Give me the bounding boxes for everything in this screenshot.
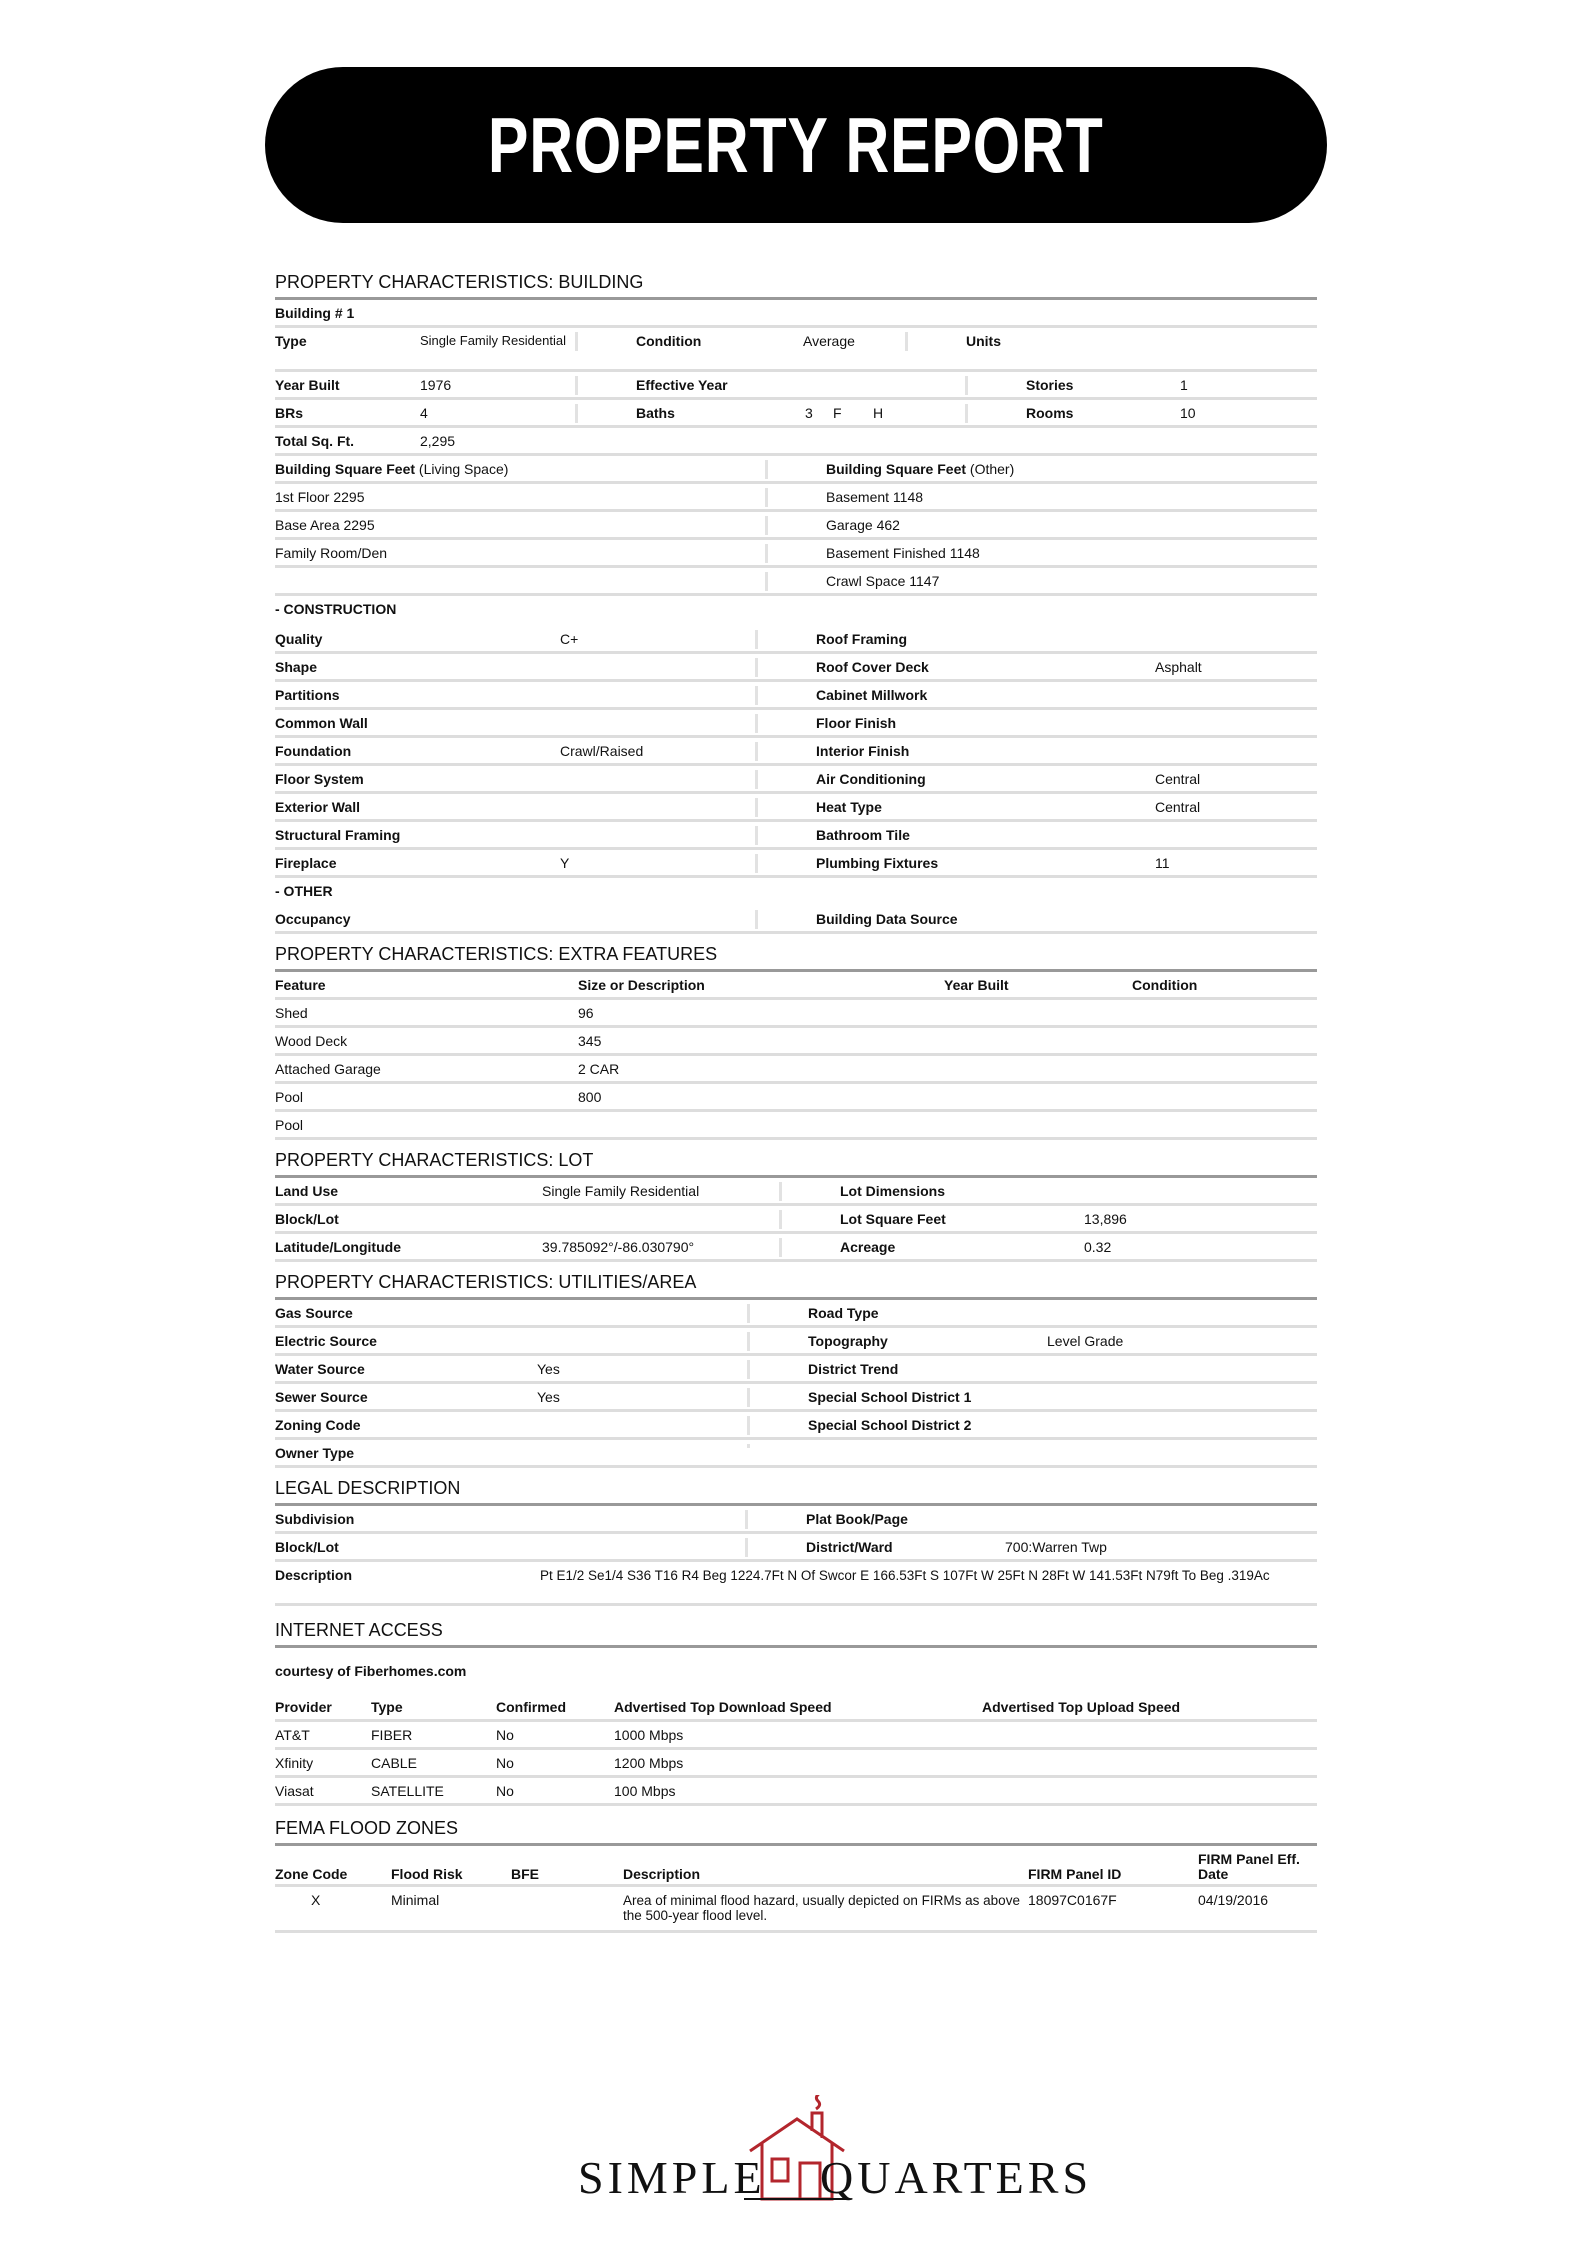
upload-cell <box>982 1754 1315 1758</box>
utility-row <box>275 1300 1317 1328</box>
zone-code-header: Zone Code <box>275 1866 348 1882</box>
lot-value <box>542 1210 779 1214</box>
construction-label: Common Wall <box>275 715 368 731</box>
type-label: Type <box>275 333 307 349</box>
extra-feature-row <box>275 1056 1317 1084</box>
feature-cell: Shed <box>275 1005 308 1021</box>
feature-cell: Wood Deck <box>275 1033 348 1049</box>
utility-row <box>275 1412 1317 1440</box>
utility-value <box>537 1332 747 1336</box>
type-cell: CABLE <box>371 1755 417 1771</box>
type-header: Type <box>371 1699 403 1715</box>
utility-value <box>1047 1388 1315 1392</box>
construction-value <box>1155 714 1315 718</box>
lot-row <box>275 1206 1317 1234</box>
condition-cell <box>1132 1060 1312 1064</box>
section-title-utilities: PROPERTY CHARACTERISTICS: UTILITIES/AREA <box>275 1272 1317 1300</box>
section-title-extra-features: PROPERTY CHARACTERISTICS: EXTRA FEATURES <box>275 944 1317 972</box>
extra-feature-row <box>275 1000 1317 1028</box>
utility-value <box>537 1416 747 1420</box>
sqft-row <box>275 568 1317 596</box>
upload-header: Advertised Top Upload Speed <box>982 1699 1181 1715</box>
extra-feature-row <box>275 1028 1317 1056</box>
other-space-label: Building Square Feet <box>826 461 967 477</box>
logo-text-left: SIMPLE <box>578 2152 766 2203</box>
construction-value <box>560 686 755 690</box>
utilities-table <box>275 1300 1317 1468</box>
provider-cell: Viasat <box>275 1783 314 1799</box>
year-built-label: Year Built <box>275 377 340 393</box>
brs-label: BRs <box>275 405 304 421</box>
construction-value <box>1155 826 1315 830</box>
other-item: Crawl Space 1147 <box>765 572 1315 591</box>
flood-risk-header: Flood Risk <box>391 1866 463 1882</box>
utility-value <box>537 1304 747 1308</box>
zone-code: X <box>311 1892 321 1908</box>
construction-row <box>275 682 1317 710</box>
provider-header: Provider <box>275 1699 332 1715</box>
type-cell: FIBER <box>371 1727 413 1743</box>
size-cell: 345 <box>578 1033 602 1049</box>
construction-row <box>275 766 1317 794</box>
lot-value: 0.32 <box>1084 1239 1112 1255</box>
construction-value: Central <box>1155 799 1201 815</box>
sqft-header-row <box>275 456 1317 484</box>
construction-value <box>560 798 755 802</box>
feature-cell: Pool <box>275 1089 304 1105</box>
construction-row <box>275 794 1317 822</box>
other-space-header <box>765 460 1315 479</box>
construction-row <box>275 822 1317 850</box>
utility-label: Owner Type <box>275 1445 355 1461</box>
legal-description-value: Pt E1/2 Se1/4 S36 T16 R4 Beg 1224.7Ft N Of Swcor E 166.53Ft S 107Ft W 25Ft N 28Ft W 141.53Ft N79ft To Beg .319Ac <box>540 1568 1270 1583</box>
baths-value: 3 <box>805 405 813 421</box>
fema-description-header: Description <box>623 1866 701 1882</box>
district-row <box>275 1534 1317 1562</box>
other-item: Basement 1148 <box>765 488 1315 507</box>
condition-cell <box>1132 1116 1312 1120</box>
baths-label: Baths <box>575 404 805 423</box>
type-value: Single Family Residential <box>420 333 566 348</box>
description-row <box>275 1562 1317 1606</box>
subdivision-label: Subdivision <box>275 1511 355 1527</box>
lot-row <box>275 1178 1317 1206</box>
total-sqft-row <box>275 428 1317 456</box>
construction-row <box>275 850 1317 878</box>
year-built-header: Year Built <box>944 977 1009 993</box>
year-built-cell <box>944 1088 1132 1092</box>
bfe <box>511 1891 623 1895</box>
section-title-internet: INTERNET ACCESS <box>275 1620 1317 1648</box>
sqft-row <box>275 512 1317 540</box>
building-number-row <box>275 300 1317 328</box>
construction-label: Air Conditioning <box>755 770 1155 789</box>
year-built-cell <box>944 1032 1132 1036</box>
firm-panel-id-header: FIRM Panel ID <box>1028 1866 1122 1882</box>
utility-label: District Trend <box>747 1360 1047 1379</box>
lot-label: Land Use <box>275 1183 339 1199</box>
construction-value <box>560 714 755 718</box>
district-label: District/Ward <box>745 1538 1005 1557</box>
utility-row <box>275 1440 1317 1468</box>
lot-table <box>275 1178 1317 1262</box>
extra-features-table <box>275 1000 1317 1140</box>
utility-label <box>747 1444 1047 1448</box>
living-item: Family Room/Den <box>275 545 388 561</box>
total-sqft-label: Total Sq. Ft. <box>275 433 355 449</box>
rooms-label: Rooms <box>965 404 1180 423</box>
construction-value <box>1155 630 1315 634</box>
building-data-source-label: Building Data Source <box>755 910 1315 929</box>
stories-value: 1 <box>1180 377 1188 393</box>
section-title-building: PROPERTY CHARACTERISTICS: BUILDING <box>275 272 1317 300</box>
size-cell: 96 <box>578 1005 594 1021</box>
year-built-row <box>275 372 1317 400</box>
fema-row <box>275 1887 1317 1933</box>
utility-value: Level Grade <box>1047 1333 1124 1349</box>
subdivision-row <box>275 1506 1317 1534</box>
living-item: 1st Floor 2295 <box>275 489 365 505</box>
confirmed-cell: No <box>496 1755 514 1771</box>
flood-risk: Minimal <box>391 1892 440 1908</box>
construction-label: Fireplace <box>275 855 337 871</box>
construction-label: Roof Cover Deck <box>755 658 1155 677</box>
extra-feature-row <box>275 1084 1317 1112</box>
construction-value <box>560 826 755 830</box>
construction-label: Cabinet Millwork <box>755 686 1155 705</box>
construction-row <box>275 738 1317 766</box>
construction-label: Exterior Wall <box>275 799 361 815</box>
confirmed-header: Confirmed <box>496 1699 566 1715</box>
construction-value: Central <box>1155 771 1201 787</box>
condition-cell <box>1132 1032 1312 1036</box>
construction-label: Partitions <box>275 687 340 703</box>
construction-label: Floor Finish <box>755 714 1155 733</box>
construction-label: Foundation <box>275 743 352 759</box>
utility-value <box>537 1444 747 1448</box>
legal-description-label: Description <box>275 1567 353 1583</box>
other-title-row <box>275 878 1317 906</box>
construction-label: Heat Type <box>755 798 1155 817</box>
feature-header: Feature <box>275 977 326 993</box>
legal-blocklot-label: Block/Lot <box>275 1539 339 1555</box>
sqft-row <box>275 540 1317 568</box>
construction-value: Crawl/Raised <box>560 743 644 759</box>
internet-row <box>275 1778 1317 1806</box>
lot-row <box>275 1234 1317 1262</box>
provider-cell: AT&T <box>275 1727 310 1743</box>
year-built-cell <box>944 1004 1132 1008</box>
bfe-header: BFE <box>511 1866 539 1882</box>
construction-title: - CONSTRUCTION <box>275 601 397 617</box>
lot-value <box>1084 1182 1314 1186</box>
section-title-fema: FEMA FLOOD ZONES <box>275 1818 1317 1846</box>
feature-cell: Pool <box>275 1117 304 1133</box>
provider-cell: Xfinity <box>275 1755 314 1771</box>
type-cell: SATELLITE <box>371 1783 444 1799</box>
utility-label: Special School District 1 <box>747 1388 1047 1407</box>
confirmed-cell: No <box>496 1783 514 1799</box>
utility-label: Road Type <box>747 1304 1047 1323</box>
other-item: Garage 462 <box>765 516 1315 535</box>
lot-label: Acreage <box>779 1238 1084 1257</box>
lot-value: Single Family Residential <box>542 1183 700 1199</box>
brs-value: 4 <box>420 405 428 421</box>
construction-value: 11 <box>1155 855 1170 871</box>
lot-label: Lot Dimensions <box>779 1182 1084 1201</box>
utility-row <box>275 1328 1317 1356</box>
other-title: - OTHER <box>275 883 333 899</box>
lot-label: Block/Lot <box>275 1211 339 1227</box>
construction-value <box>1155 742 1315 746</box>
fema-header-row <box>275 1846 1317 1887</box>
utility-row <box>275 1356 1317 1384</box>
size-cell <box>578 1116 944 1120</box>
firm-panel-id: 18097C0167F <box>1028 1892 1117 1908</box>
effective-year-label: Effective Year <box>575 376 965 395</box>
utility-row <box>275 1384 1317 1412</box>
baths-full-label: F <box>833 405 842 421</box>
property-report <box>275 270 1317 1933</box>
brs-row <box>275 400 1317 428</box>
condition-header: Condition <box>1132 977 1198 993</box>
download-cell: 100 Mbps <box>614 1783 676 1799</box>
lot-label: Lot Square Feet <box>779 1210 1084 1229</box>
living-item <box>275 572 765 576</box>
units-value <box>1095 332 1315 336</box>
construction-value: C+ <box>560 631 579 647</box>
rooms-value: 10 <box>1180 405 1196 421</box>
construction-label: Structural Framing <box>275 827 401 843</box>
report-title-banner <box>265 67 1327 223</box>
extra-header-row <box>275 972 1317 1000</box>
feature-cell: Attached Garage <box>275 1061 381 1077</box>
utility-label: Zoning Code <box>275 1417 361 1433</box>
utility-value: Yes <box>537 1361 560 1377</box>
internet-row <box>275 1722 1317 1750</box>
year-built-cell <box>944 1116 1132 1120</box>
upload-cell <box>982 1726 1315 1730</box>
download-cell: 1000 Mbps <box>614 1727 684 1743</box>
internet-header-row <box>275 1694 1317 1722</box>
lot-value: 13,896 <box>1084 1211 1127 1227</box>
plat-book-label: Plat Book/Page <box>745 1510 1315 1529</box>
other-item: Basement Finished 1148 <box>765 544 1315 563</box>
condition-value: Average <box>803 333 855 349</box>
simple-quarters-logo <box>578 2095 1093 2205</box>
other-space-sub: (Other) <box>969 461 1015 477</box>
construction-label: Shape <box>275 659 318 675</box>
construction-value <box>560 658 755 662</box>
construction-value <box>560 770 755 774</box>
construction-value <box>1155 686 1315 690</box>
construction-row <box>275 626 1317 654</box>
construction-label: Quality <box>275 631 323 647</box>
utility-value <box>1047 1360 1315 1364</box>
living-space-sub: (Living Space) <box>418 461 509 477</box>
utility-label: Electric Source <box>275 1333 377 1349</box>
construction-row <box>275 710 1317 738</box>
baths-half-label: H <box>873 405 884 421</box>
confirmed-cell: No <box>496 1727 514 1743</box>
living-item: Base Area 2295 <box>275 517 375 533</box>
utility-value <box>1047 1444 1315 1448</box>
utility-label: Sewer Source <box>275 1389 368 1405</box>
construction-label: Interior Finish <box>755 742 1155 761</box>
units-label: Units <box>905 332 1095 351</box>
construction-value: Asphalt <box>1155 659 1202 675</box>
building-type-row <box>275 328 1317 372</box>
logo-text-right: QUARTERS <box>820 2152 1093 2203</box>
internet-table <box>275 1722 1317 1806</box>
size-header: Size or Description <box>578 977 705 993</box>
utility-label: Water Source <box>275 1361 365 1377</box>
condition-cell <box>1132 1004 1312 1008</box>
occupancy-label: Occupancy <box>275 911 351 927</box>
utility-value <box>1047 1304 1315 1308</box>
extra-feature-row <box>275 1112 1317 1140</box>
section-title-lot: PROPERTY CHARACTERISTICS: LOT <box>275 1150 1317 1178</box>
construction-row <box>275 654 1317 682</box>
lot-label: Latitude/Longitude <box>275 1239 401 1255</box>
upload-cell <box>982 1782 1315 1786</box>
construction-value: Y <box>560 855 570 871</box>
utility-value: Yes <box>537 1389 560 1405</box>
construction-label: Roof Framing <box>755 630 1155 649</box>
download-header: Advertised Top Download Speed <box>614 1699 832 1715</box>
size-cell: 800 <box>578 1089 602 1105</box>
construction-label: Bathroom Tile <box>755 826 1155 845</box>
year-built-value: 1976 <box>420 377 452 393</box>
firm-panel-date-header: FIRM Panel Eff. Date <box>1198 1851 1300 1882</box>
size-cell: 2 CAR <box>578 1061 620 1077</box>
firm-panel-date: 04/19/2016 <box>1198 1892 1269 1908</box>
lot-value: 39.785092°/-86.030790° <box>542 1239 695 1255</box>
internet-row <box>275 1750 1317 1778</box>
section-title-legal: LEGAL DESCRIPTION <box>275 1478 1317 1506</box>
construction-label: Floor System <box>275 771 364 787</box>
construction-table <box>275 626 1317 878</box>
living-space-label: Building Square Feet <box>275 461 416 477</box>
construction-title-row <box>275 596 1317 626</box>
utility-label: Special School District 2 <box>747 1416 1047 1435</box>
courtesy-row <box>275 1648 1317 1694</box>
year-built-cell <box>944 1060 1132 1064</box>
sqft-row <box>275 484 1317 512</box>
utility-value <box>1047 1416 1315 1420</box>
report-title: PROPERTY REPORT <box>488 100 1104 189</box>
utility-label: Topography <box>747 1332 1047 1351</box>
building-number: Building # 1 <box>275 305 355 321</box>
stories-label: Stories <box>965 376 1180 395</box>
condition-label: Condition <box>575 332 745 351</box>
internet-courtesy: courtesy of Fiberhomes.com <box>275 1663 467 1679</box>
district-value: 700:Warren Twp <box>1005 1539 1107 1555</box>
utility-label: Gas Source <box>275 1305 353 1321</box>
fema-description: Area of minimal flood hazard, usually depicted on FIRMs as above the 500-year flood level. <box>623 1893 1020 1923</box>
occupancy-row <box>275 906 1317 934</box>
living-space-header <box>275 460 765 479</box>
download-cell: 1200 Mbps <box>614 1755 684 1771</box>
construction-label: Plumbing Fixtures <box>755 854 1155 873</box>
total-sqft-value: 2,295 <box>420 433 456 449</box>
condition-cell <box>1132 1088 1312 1092</box>
